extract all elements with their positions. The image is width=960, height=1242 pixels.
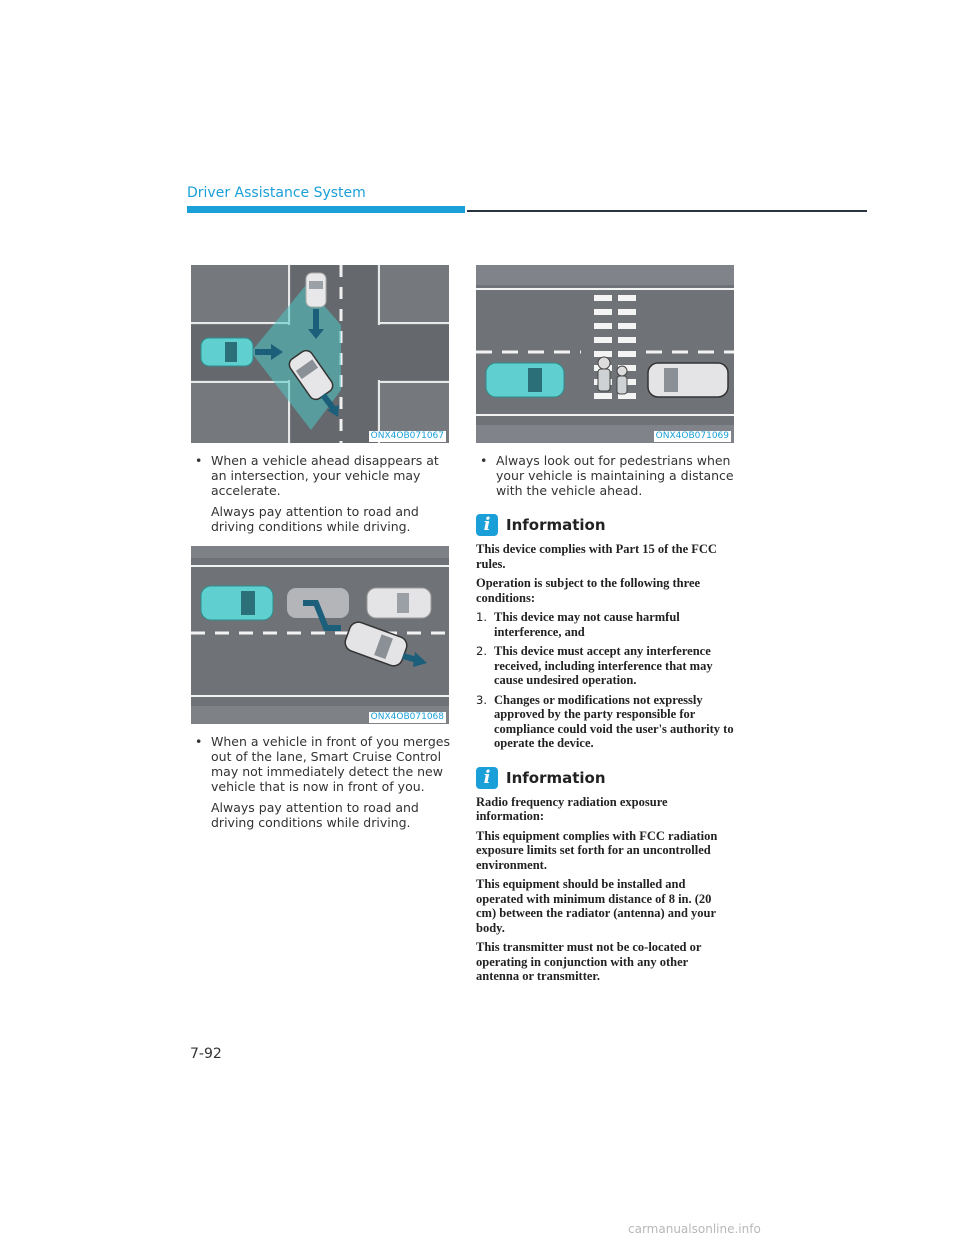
info-paragraph: Operation is subject to the following three conditions: — [476, 576, 701, 605]
header-rule — [467, 210, 867, 212]
bullet-note: Always pay attention to road and driving conditions while driving. — [211, 504, 419, 534]
figure-code: ONX4OB071069 — [655, 431, 729, 441]
info-title: Information — [506, 516, 606, 534]
pedestrian-illustration — [476, 265, 734, 443]
bullet-text: Always look out for pedestrians when your vehicle is maintaining a distance with the vehicle ahead. — [496, 453, 734, 498]
bullet-dot: • — [195, 453, 203, 468]
page-number: 7-92 — [190, 1046, 222, 1062]
bullet-dot: • — [480, 453, 488, 468]
item-text: This device must accept any interference received, including interference that may cause undesired operation. — [494, 644, 713, 687]
info-paragraph: This transmitter must not be co-located or operating in conjunction with any other antenna or transmitter. — [476, 940, 702, 983]
left-column — [191, 265, 453, 836]
item-text: This device may not cause harmful interference, and — [494, 610, 680, 639]
item-text: Changes or modifications not expressly approved by the party responsible for compliance could void the user's authority to operate the device. — [494, 692, 734, 750]
item-number: 1. — [476, 610, 487, 624]
info-paragraph: This equipment complies with FCC radiation exposure limits set forth for an uncontrolled environment. — [476, 828, 718, 872]
bullet-item — [476, 453, 734, 498]
figure-code: ONX4OB071068 — [370, 712, 444, 722]
item-number: 3. — [476, 692, 487, 707]
figure-merge — [191, 546, 449, 724]
header-rule-accent — [187, 206, 465, 213]
info-paragraph: This equipment should be installed and operated with minimum distance of 8 in. (20 cm) between the radiator (antenna) and your body. — [476, 877, 716, 935]
figure-intersection — [191, 265, 449, 443]
intersection-illustration — [191, 265, 449, 443]
information-icon: i — [476, 767, 498, 789]
numbered-item — [476, 644, 734, 688]
info-title: Information — [506, 768, 606, 787]
numbered-item — [476, 610, 734, 639]
bullet-item — [191, 453, 453, 534]
section-title: Driver Assistance System — [187, 185, 366, 201]
information-icon: i — [476, 514, 498, 536]
right-column — [476, 265, 734, 989]
bullet-dot: • — [195, 734, 203, 749]
bullet-item — [191, 734, 453, 830]
figure-code: ONX4OB071067 — [370, 431, 444, 441]
info-paragraph: Radio frequency radiation exposure information: — [476, 794, 668, 823]
info-body — [476, 542, 734, 751]
item-number: 2. — [476, 644, 487, 658]
bullet-text: When a vehicle ahead disappears at an intersection, your vehicle may accelerate. — [211, 453, 439, 498]
bullet-note: Always pay attention to road and driving conditions while driving. — [211, 800, 419, 830]
bullet-text: When a vehicle in front of you merges out of the lane, Smart Cruise Control may not immediately detect the new vehicle that is now in front of you. — [211, 734, 450, 794]
info-header — [476, 514, 734, 536]
info-header — [476, 767, 734, 789]
info-body — [476, 795, 734, 984]
figure-pedestrian — [476, 265, 734, 443]
merge-illustration — [191, 546, 449, 724]
numbered-item — [476, 693, 734, 751]
watermark: carmanualsonline.info — [628, 1222, 761, 1236]
info-paragraph: This device complies with Part 15 of the FCC rules. — [476, 542, 717, 571]
